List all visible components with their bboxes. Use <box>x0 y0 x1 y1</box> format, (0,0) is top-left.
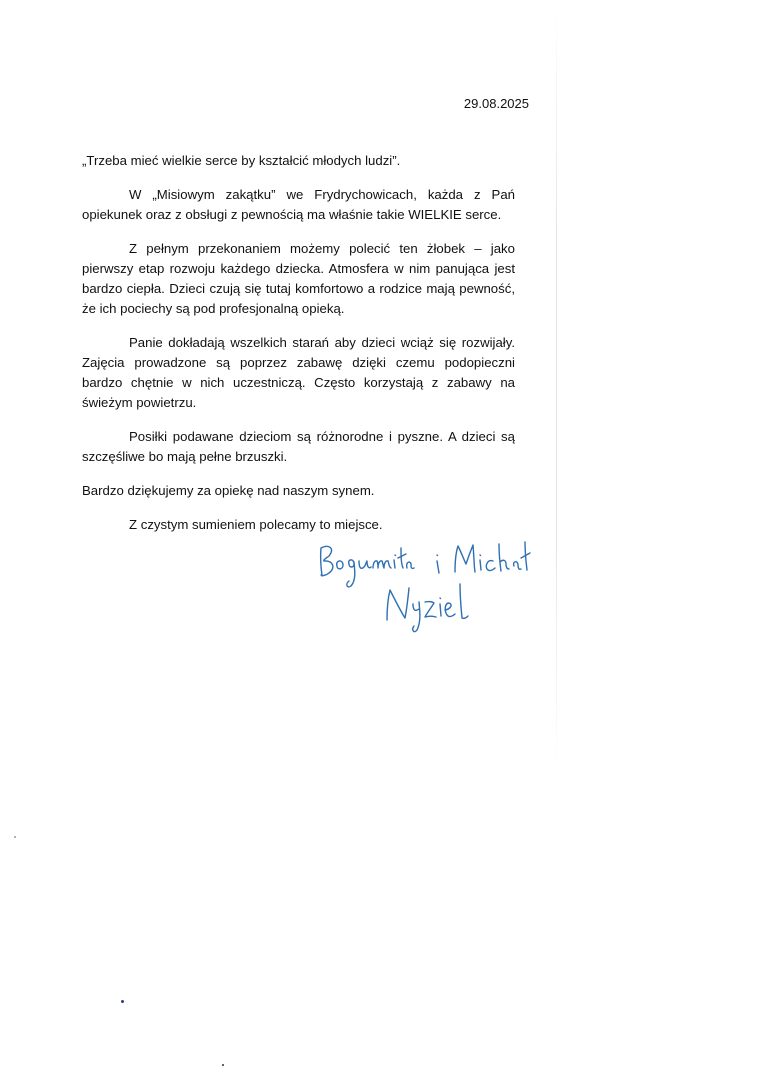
letter-paragraph: W „Misiowym zakątku” we Frydrychowicach, każda z Pań opiekunek oraz z obsługi z pewnością ma właśnie takie WIELKIE serce. <box>82 187 515 222</box>
letter-thanks: Bardzo dziękujemy za opiekę nad naszym synem. <box>82 483 375 498</box>
scan-fold-line <box>556 0 557 775</box>
letter-paragraph: Posiłki podawane dzieciom są różnorodne i pyszne. A dzieci są szczęśliwe bo mają pełne brzuszki. <box>82 429 515 464</box>
letter-paragraph: Z pełnym przekonaniem możemy polecić ten żłobek – jako pierwszy etap rozwoju każdego dziecka. Atmosfera w nim panująca jest bardzo ciepła. Dzieci czują się tutaj komfortowo a rodzice mają pewność, że ich pociechy są pod profesjonalną opieką. <box>82 241 515 316</box>
handwritten-signature <box>315 528 535 638</box>
scan-speck <box>121 1000 124 1003</box>
letter-date: 29.08.2025 <box>463 96 529 111</box>
scan-speck <box>14 836 16 838</box>
letter-closing: Z czystym sumieniem polecamy to miejsce. <box>129 517 383 532</box>
letter-paragraph: Panie dokładają wszelkich starań aby dzieci wciąż się rozwijały. Zajęcia prowadzone są poprzez zabawę dzięki czemu podopieczni bardzo chętnie w nich uczestniczą. Często korzystają z zabawy na świeżym powietrzu. <box>82 335 515 410</box>
letter-body <box>82 151 515 535</box>
signature-drawing <box>315 528 535 638</box>
scan-speck <box>222 1064 224 1066</box>
letter-quote: „Trzeba mieć wielkie serce by kształcić młodych ludzi”. <box>82 153 401 168</box>
